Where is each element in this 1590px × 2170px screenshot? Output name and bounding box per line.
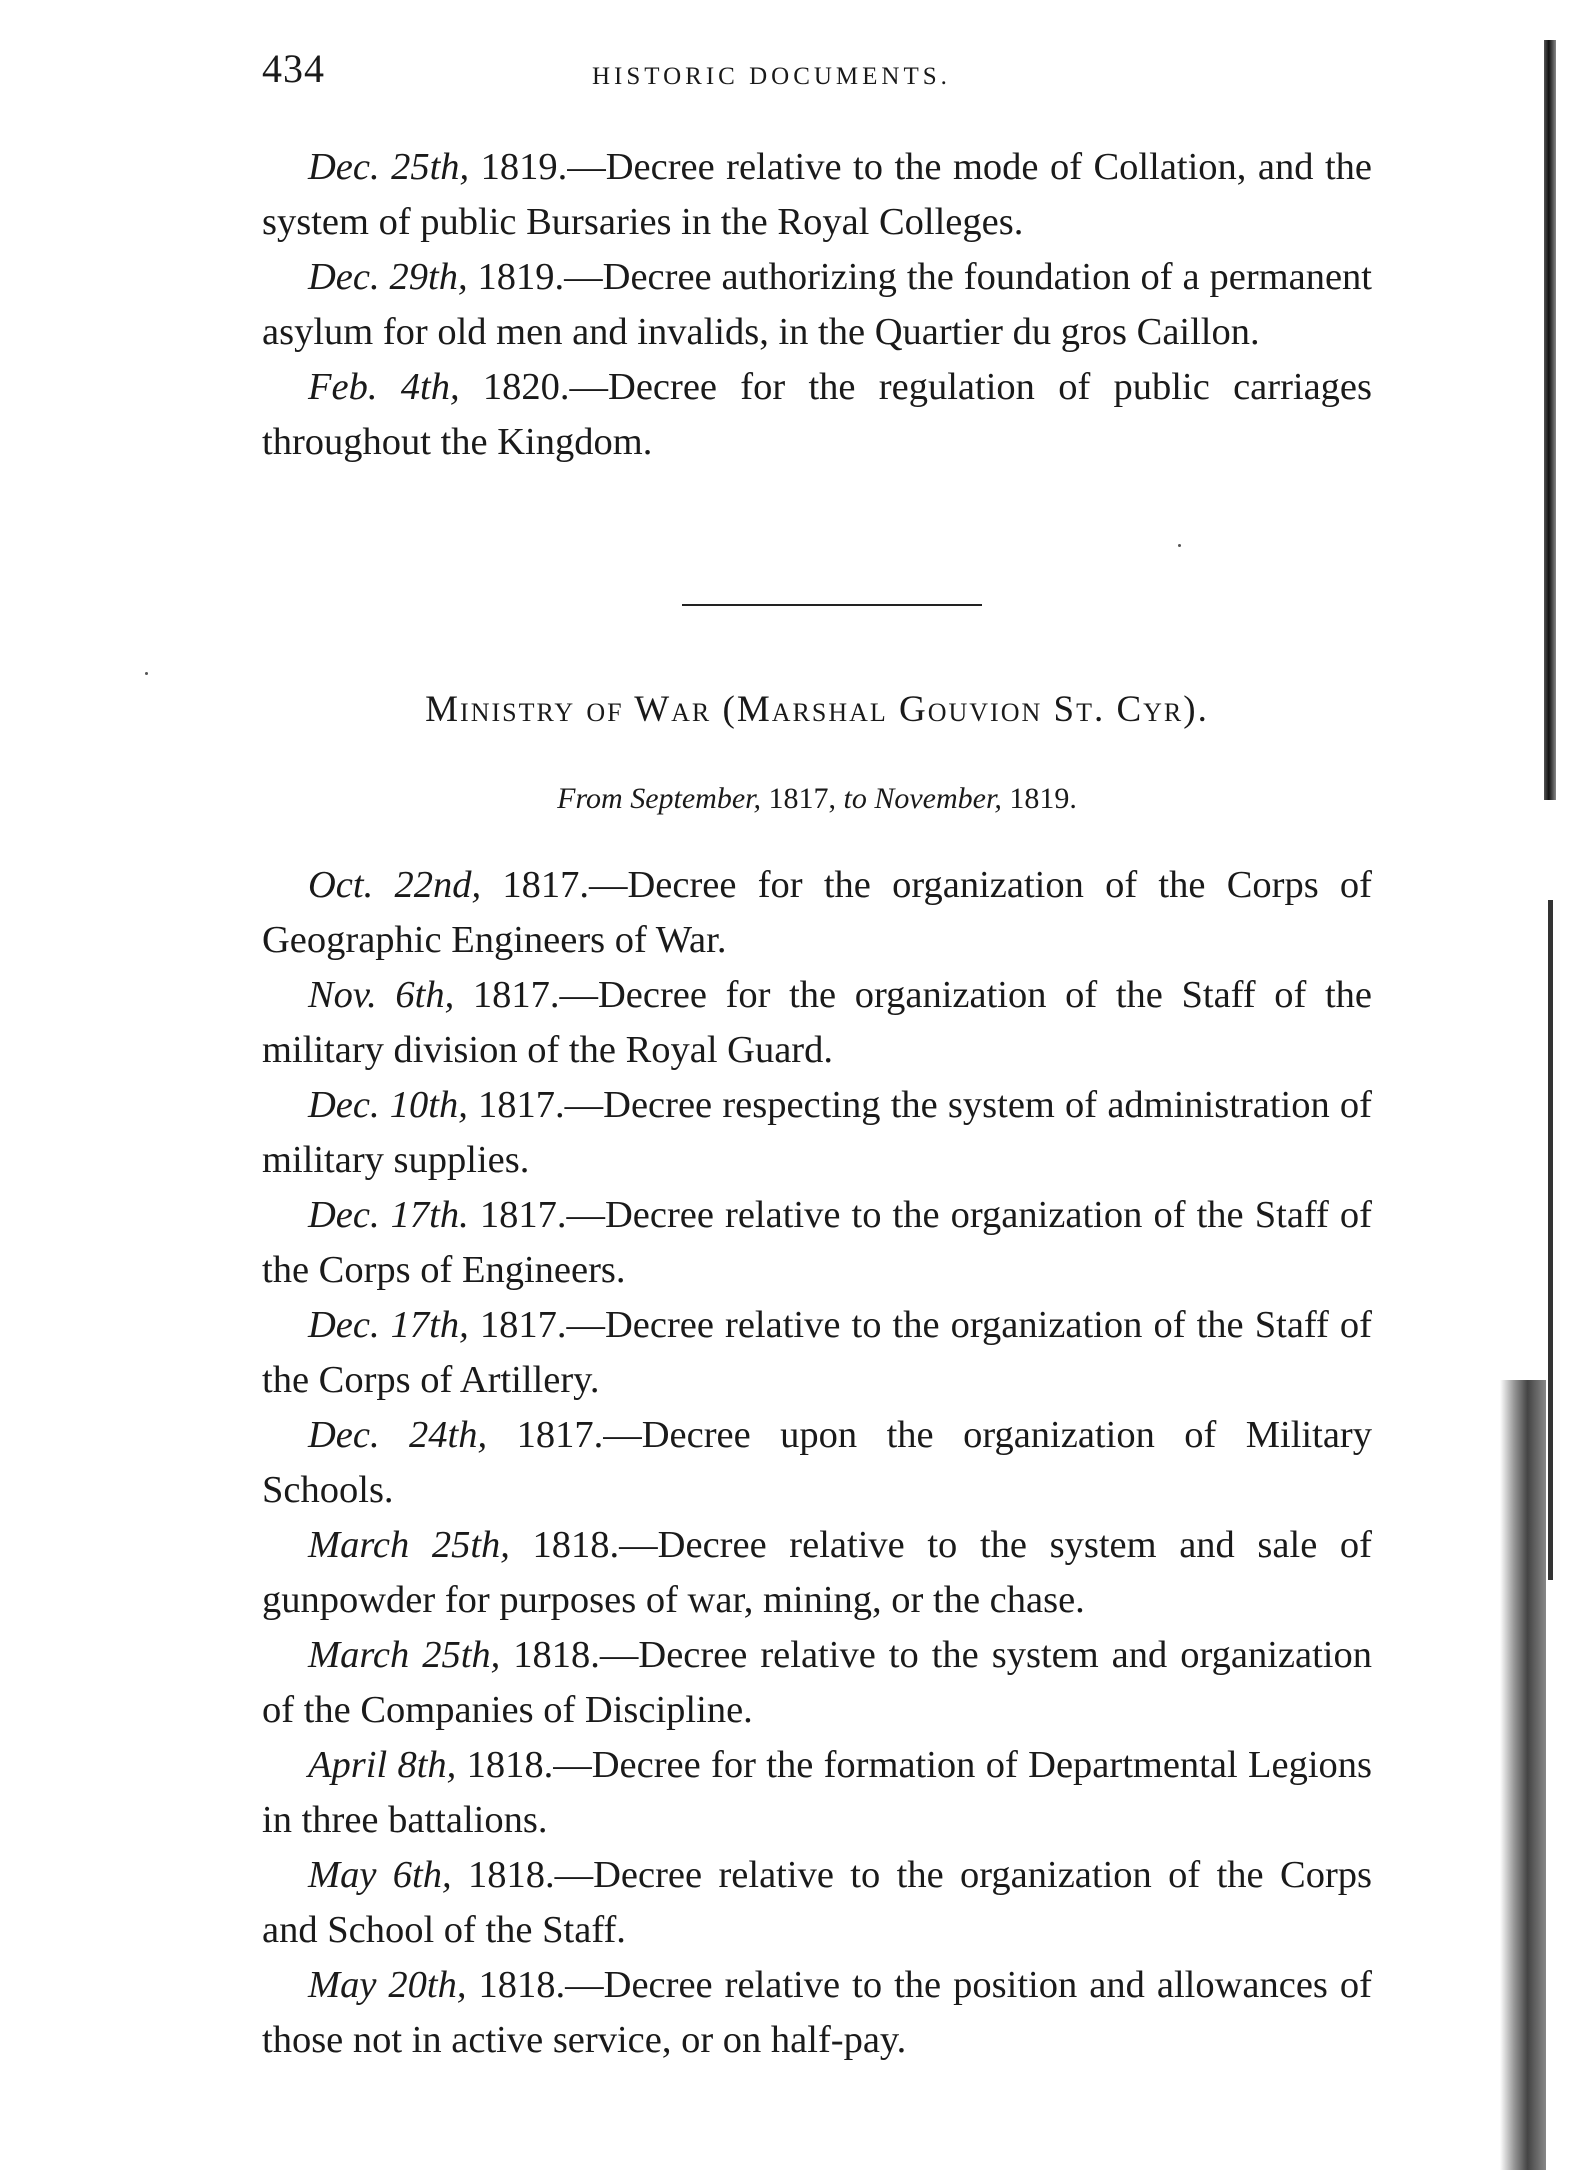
scan-speck [145, 672, 148, 675]
decree-date: Dec. 10th, [308, 1084, 468, 1126]
decree-entry [262, 1078, 1372, 1188]
subtitle-year-end: 1819. [1001, 782, 1077, 815]
decree-date: Dec. 29th, [308, 256, 468, 298]
decree-entry [262, 1188, 1372, 1298]
decree-date: Dec. 17th. [308, 1194, 469, 1236]
decree-text: 1817.—Decree respecting the system of administration of military supplies. [262, 1084, 1372, 1181]
subtitle-year-start: 1817, [761, 782, 844, 815]
decree-entry [262, 1848, 1372, 1958]
page-number: 434 [262, 46, 325, 91]
decree-text: 1818.—Decree for the formation of Departmental Legions in three battalions. [262, 1744, 1373, 1841]
subtitle-to: to November, [843, 782, 1002, 815]
decree-entry [262, 968, 1372, 1078]
decree-date: Dec. 25th, [308, 146, 470, 188]
decree-text: 1817.—Decree relative to the organization of the Staff of the Corps of Engineers. [262, 1194, 1372, 1291]
decree-date: March 25th, [308, 1634, 501, 1676]
decree-text: 1817.—Decree upon the organization of Military Schools. [262, 1414, 1372, 1511]
decree-text: 1817.—Decree for the organization of the Staff of the military division of the Royal Guard. [262, 974, 1372, 1071]
binding-shadow [1548, 900, 1553, 1580]
decree-text: 1818.—Decree relative to the position and allowances of those not in active service, or on half-pay. [262, 1964, 1372, 2061]
decree-date: March 25th, [308, 1524, 510, 1566]
decree-date: Dec. 24th, [308, 1414, 488, 1456]
decree-entry [262, 1958, 1372, 2068]
decree-text: 1817.—Decree relative to the organization of the Staff of the Corps of Artillery. [262, 1304, 1372, 1401]
section-divider [682, 604, 982, 606]
decree-entry [262, 1628, 1372, 1738]
decree-text: 1819.—Decree authorizing the foundation of a permanent asylum for old men and invalids, in the Quartier du gros Caillon. [262, 256, 1372, 353]
war-ministry-entries [262, 858, 1372, 2068]
decree-entry [262, 1408, 1372, 1518]
decree-date: Dec. 17th, [308, 1304, 469, 1346]
decree-date: Oct. 22nd, [308, 864, 482, 906]
running-head: HISTORIC DOCUMENTS. [592, 63, 951, 90]
decree-entry [262, 1518, 1372, 1628]
decree-date: Feb. 4th, [308, 366, 460, 408]
section-title: Ministry of War (Marshal Gouvion St. Cyr). [425, 689, 1209, 730]
binding-shadow [1544, 40, 1556, 800]
decree-entry [262, 858, 1372, 968]
decree-entry [262, 1738, 1372, 1848]
decree-date: April 8th, [308, 1744, 457, 1786]
scan-speck [1178, 544, 1181, 547]
decree-text: 1818.—Decree relative to the system and organization of the Companies of Discipline. [262, 1634, 1372, 1731]
decree-date: May 6th, [308, 1854, 452, 1896]
top-entries [262, 140, 1372, 470]
subtitle-from: From September, [557, 782, 762, 815]
decree-text: 1819.—Decree relative to the mode of Collation, and the system of public Bursaries in the Royal Colleges. [262, 146, 1372, 243]
binding-shadow [1500, 1380, 1546, 2170]
decree-text: 1818.—Decree relative to the system and sale of gunpowder for purposes of war, mining, or the chase. [262, 1524, 1372, 1621]
decree-text: 1820.—Decree for the regulation of public carriages throughout the Kingdom. [262, 366, 1373, 463]
decree-entry [262, 1298, 1372, 1408]
page-header [262, 45, 1374, 105]
section-subtitle [262, 782, 1372, 816]
decree-entry [262, 360, 1372, 470]
decree-text: 1818.—Decree relative to the organization of the Corps and School of the Staff. [262, 1854, 1373, 1951]
decree-entry [262, 250, 1372, 360]
decree-entry [262, 140, 1372, 250]
decree-date: Nov. 6th, [308, 974, 455, 1016]
decree-text: 1817.—Decree for the organization of the Corps of Geographic Engineers of War. [262, 864, 1372, 961]
decree-date: May 20th, [308, 1964, 467, 2006]
